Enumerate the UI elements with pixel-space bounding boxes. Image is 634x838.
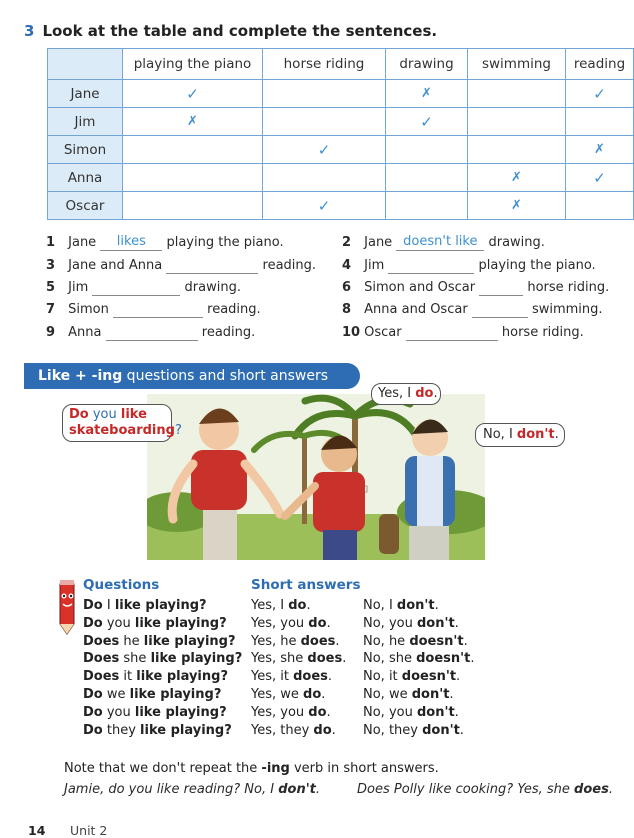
answer-blank[interactable] <box>388 258 474 274</box>
bubble-do: Do <box>69 407 89 422</box>
bubble-question-mark: ? <box>174 423 182 438</box>
mark-cell: ✓ <box>263 136 386 164</box>
sentence-start: Simon <box>68 302 109 317</box>
sentence-end: reading. <box>207 302 261 317</box>
sentence-end: reading. <box>201 325 256 340</box>
answer-blank[interactable] <box>113 302 203 318</box>
list-item: Yes, you do. <box>251 704 331 720</box>
exercise-heading <box>24 22 437 40</box>
sentence-end: swimming. <box>531 302 603 317</box>
answer-blank[interactable] <box>166 258 258 274</box>
bubble-yes-text: Yes, I <box>378 386 416 401</box>
bubble-like: like <box>120 407 147 422</box>
mark-cell: ✓ <box>566 164 634 192</box>
mark-cell: ✓ <box>386 108 468 136</box>
sentence-number: 8 <box>342 302 352 317</box>
mark-cell: ✗ <box>123 108 263 136</box>
mark-cell: ✓ <box>566 80 634 108</box>
bubble-yes-do: do <box>415 386 434 401</box>
list-item: Yes, she does. <box>251 651 347 667</box>
list-item: Yes, we do. <box>251 686 326 702</box>
section-banner <box>24 363 360 389</box>
answer-blank[interactable] <box>406 325 498 341</box>
bubble-activity: skateboarding <box>69 423 175 438</box>
table-header: horse riding <box>263 49 386 80</box>
bubble-yes-dot: . <box>433 386 438 401</box>
mark-cell: ✗ <box>566 136 634 164</box>
list-item: Yes, they do. <box>251 722 336 738</box>
sentence-number: 7 <box>46 302 56 317</box>
mark-cell: ✗ <box>468 192 566 220</box>
sentence-start: Jane <box>364 235 393 250</box>
list-item: No, we don't. <box>363 686 454 702</box>
table-row-name: Simon <box>48 136 123 164</box>
sentence-start: Anna <box>68 325 102 340</box>
yes-bubble <box>371 383 441 405</box>
bubble-no-text: No, I <box>483 427 517 442</box>
question-bubble <box>62 404 182 442</box>
bubble-no-dot: . <box>554 427 559 442</box>
sentence-number: 3 <box>46 258 56 273</box>
exercise-instruction: Look at the table and complete the sentences. <box>42 22 438 40</box>
bubble-no-dont: don't <box>516 427 555 442</box>
table-row-name: Jim <box>48 108 123 136</box>
table-header: drawing <box>386 49 468 80</box>
page-number: 14 <box>28 823 46 838</box>
list-item: Yes, he does. <box>251 633 340 649</box>
questions-list <box>83 597 242 739</box>
table-row-name: Anna <box>48 164 123 192</box>
list-item: Yes, you do. <box>251 615 331 631</box>
sentence-end: horse riding. <box>501 325 584 340</box>
sentence-start: Jim <box>68 280 89 295</box>
list-item: No, they don't. <box>363 722 464 738</box>
list-item: No, you don't. <box>363 704 459 720</box>
mark-cell <box>386 136 468 164</box>
sentence-start: Jim <box>364 258 385 273</box>
boys-illustration <box>147 394 485 560</box>
table-row <box>48 80 634 108</box>
sentence-2 <box>342 235 545 251</box>
sentence-number: 4 <box>342 258 352 273</box>
mark-cell: ✗ <box>386 80 468 108</box>
exercise-number: 3 <box>24 22 35 40</box>
sentence-10 <box>342 325 584 341</box>
sentence-end: playing the piano. <box>478 258 596 273</box>
pencil-mascot-icon <box>52 578 82 636</box>
list-item: No, it doesn't. <box>363 669 461 685</box>
list-item: Does it like playing? <box>83 669 228 685</box>
answer-blank[interactable] <box>106 325 198 341</box>
sentence-3 <box>46 258 316 274</box>
example-1: Jamie, do you like reading? No, I don't. <box>64 782 321 797</box>
mark-cell <box>468 80 566 108</box>
short-answers-title: Short answers <box>251 577 361 593</box>
mark-cell: ✓ <box>263 192 386 220</box>
questions-title: Questions <box>83 577 160 593</box>
sentence-start: Anna and Oscar <box>364 302 468 317</box>
answer-blank[interactable]: likes <box>100 235 162 251</box>
sentence-end: drawing. <box>184 280 241 295</box>
sentence-7 <box>46 302 261 318</box>
mark-cell <box>386 164 468 192</box>
mark-cell <box>566 192 634 220</box>
list-item: Do you like playing? <box>83 615 227 631</box>
sentence-1 <box>46 235 284 251</box>
sentence-end: playing the piano. <box>166 235 284 250</box>
answer-blank[interactable]: doesn't like <box>396 235 484 251</box>
mark-cell <box>263 164 386 192</box>
no-bubble <box>475 423 565 447</box>
grammar-note: Note that we don't repeat the -ing verb in short answers. <box>64 761 439 776</box>
yes-answers-list <box>251 597 346 739</box>
list-item: Does she like playing? <box>83 651 243 667</box>
list-item: Do I like playing? <box>83 598 207 613</box>
mark-cell <box>263 80 386 108</box>
list-item: No, she doesn't. <box>363 651 475 667</box>
list-item: Does he like playing? <box>83 633 236 649</box>
mark-cell <box>123 164 263 192</box>
table-row <box>48 108 634 136</box>
table-row <box>48 136 634 164</box>
sentence-number: 9 <box>46 325 56 340</box>
sentence-number: 10 <box>342 325 361 340</box>
sentence-end: horse riding. <box>527 280 610 295</box>
table-header: playing the piano <box>123 49 263 80</box>
sentence-number: 1 <box>46 235 56 250</box>
sentence-end: drawing. <box>488 235 545 250</box>
activity-table <box>47 48 634 220</box>
mark-cell <box>566 108 634 136</box>
sentence-end: reading. <box>262 258 317 273</box>
table-header: swimming <box>468 49 566 80</box>
list-item: Do they like playing? <box>83 722 232 738</box>
mark-cell: ✗ <box>468 164 566 192</box>
sentence-4 <box>342 258 596 274</box>
sentence-start: Jane and Anna <box>68 258 163 273</box>
sentence-start: Simon and Oscar <box>364 280 476 295</box>
sentence-number: 2 <box>342 235 352 250</box>
table-header-row <box>48 49 634 80</box>
illustration-image <box>147 394 485 560</box>
table-row-name: Oscar <box>48 192 123 220</box>
unit-label: Unit 2 <box>70 823 108 838</box>
mark-cell <box>263 108 386 136</box>
table-row <box>48 192 634 220</box>
table-corner <box>48 49 123 80</box>
bubble-you: you <box>88 407 121 422</box>
mark-cell <box>468 108 566 136</box>
list-item: Yes, I do. <box>251 598 311 613</box>
list-item: No, I don't. <box>363 598 439 613</box>
list-item: Do we like playing? <box>83 686 222 702</box>
no-answers-list <box>363 597 474 739</box>
table-header: reading <box>566 49 634 80</box>
sentence-number: 6 <box>342 280 352 295</box>
mark-cell: ✓ <box>123 80 263 108</box>
sentence-8 <box>342 302 603 318</box>
table-row-name: Jane <box>48 80 123 108</box>
banner-title-bold: Like + -ing <box>38 368 123 384</box>
mark-cell <box>123 192 263 220</box>
example-2: Does Polly like cooking? Yes, she does. <box>357 782 613 797</box>
sentence-number: 5 <box>46 280 56 295</box>
list-item: No, you don't. <box>363 615 459 631</box>
table-row <box>48 164 634 192</box>
list-item: Yes, it does. <box>251 669 333 685</box>
sentence-6 <box>342 280 609 296</box>
banner-title-rest: questions and short answers <box>122 368 328 384</box>
answer-blank[interactable] <box>479 280 523 296</box>
sentence-9 <box>46 325 255 341</box>
sentence-5 <box>46 280 241 296</box>
list-item: No, he doesn't. <box>363 633 468 649</box>
mark-cell <box>468 136 566 164</box>
mark-cell <box>386 192 468 220</box>
sentence-start: Jane <box>68 235 97 250</box>
sentence-start: Oscar <box>364 325 402 340</box>
list-item: Do you like playing? <box>83 704 227 720</box>
answer-blank[interactable] <box>472 302 528 318</box>
answer-blank[interactable] <box>92 280 180 296</box>
mark-cell <box>123 136 263 164</box>
